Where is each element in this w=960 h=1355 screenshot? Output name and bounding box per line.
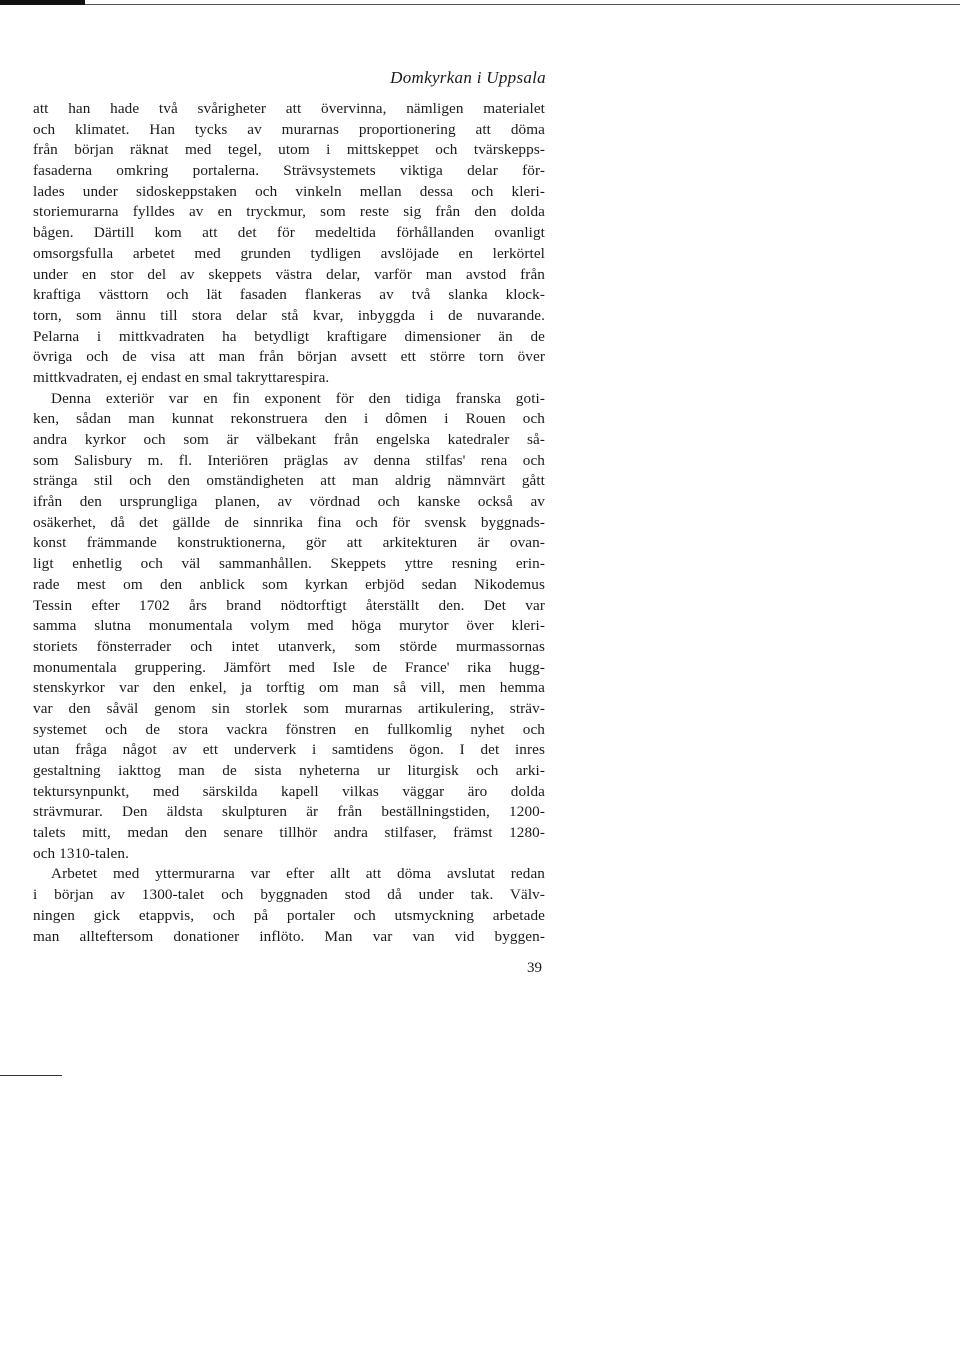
text-line: och klimatet. Han tycks av murarnas proportionering att döma: [33, 120, 545, 138]
text-line: mittkvadraten, ej endast en smal takryttarespira.: [33, 368, 330, 386]
text-line: storiets fönsterrader och intet utanverk, som störde murmassornas: [33, 637, 545, 655]
text-line: talets mitt, medan den senare tillhör andra stilfaser, främst 1280-: [33, 824, 545, 842]
text-line: ningen gick etappvis, och på portaler och utsmyckning arbetade: [33, 906, 545, 924]
text-line: ken, sådan man kunnat rekonstruera den i dômen i Rouen och: [33, 410, 545, 428]
text-line: som Salisbury m. fl. Interiören präglas av denna stilfas' rena och: [33, 451, 545, 469]
text-line: övriga och de visa att man från början avsett ett större torn över: [33, 348, 545, 366]
text-line: systemet och de stora vackra fönstren en fullkomlig nyhet och: [33, 720, 545, 738]
text-line: ifrån den ursprungliga planen, av vördnad och kanske också av: [33, 493, 545, 511]
text-line: stenskyrkor var den enkel, ja torftig om man så vill, men hemma: [33, 679, 545, 697]
text-line: kraftiga västtorn och lät fasaden flankeras av två slanka klock-: [33, 286, 545, 304]
text-line: man allteftersom donationer inflöto. Man var van vid byggen-: [33, 927, 545, 945]
text-line: och 1310-talen.: [33, 844, 129, 862]
text-line: andra kyrkor och som är välbekant från engelska katedraler så-: [33, 431, 545, 448]
text-line: omsorgsfulla arbetet med grunden tydligen avslöjade en lerkörtel: [33, 244, 545, 262]
text-line: samma slutna monumentala volym med höga murytor över kleri-: [33, 617, 545, 635]
text-line: utan fråga något av ett underverk i samtidens ögon. I det inres: [33, 741, 545, 759]
text-line: strävmurar. Den äldsta skulpturen är från beställningstiden, 1200-: [33, 803, 545, 821]
text-line: stränga stil och den omständigheten att man aldrig nämnvärt gått: [33, 472, 545, 490]
page-number: 39: [527, 960, 542, 976]
text-line: storiemurarna fylldes av en tryckmur, som reste sig från den dolda: [33, 203, 545, 221]
text-line: under en stor del av skeppets västra delar, varför man avstod från: [33, 265, 545, 283]
text-line: rade mest om den anblick som kyrkan erbjöd sedan Nikodemus: [33, 575, 545, 593]
text-line: osäkerhet, då det gällde de sinnrika fina och för svensk byggnads-: [33, 513, 545, 531]
text-line: Pelarna i mittkvadraten ha betydligt kraftigare dimensioner än de: [33, 327, 545, 345]
body-text: [33, 99, 545, 947]
text-line: Denna exteriör var en fin exponent för den tidiga franska goti-: [51, 389, 545, 407]
text-line: torn, som ännu till stora delar stå kvar, inbyggda i de nuvarande.: [33, 306, 545, 324]
text-line: från början räknat med tegel, utom i mittskeppet och tvärskepps-: [33, 141, 545, 159]
scan-edge-line: [85, 4, 960, 5]
running-head: Domkyrkan i Uppsala: [390, 68, 546, 87]
text-line: monumentala gruppering. Jämfört med Isle de France' rika hugg-: [33, 658, 545, 676]
text-line: konst främmande konstruktionerna, gör att arkitekturen är ovan-: [33, 534, 545, 552]
text-line: gestaltning iakttog man de sista nyheterna ur liturgisk och arki-: [33, 762, 545, 779]
text-line: tektursynpunkt, med särskilda kapell vilkas väggar äro dolda: [33, 782, 545, 800]
text-line: var den såväl genom sin storlek som murarnas artikulering, sträv-: [33, 699, 545, 717]
text-line: fasaderna omkring portalerna. Strävsystemets viktiga delar för-: [33, 162, 545, 180]
scan-edge-mark: [0, 0, 85, 5]
text-line: Tessin efter 1702 års brand nödtorftigt återställt den. Det var: [33, 596, 545, 614]
text-line: bågen. Därtill kom att det för medeltida förhållanden ovanligt: [33, 224, 545, 242]
scan-edge-line: [0, 1075, 62, 1076]
text-line: Arbetet med yttermurarna var efter allt att döma avslutat redan: [51, 865, 545, 883]
text-line: att han hade två svårigheter att övervinna, nämligen materialet: [33, 100, 545, 117]
text-line: lades under sidoskeppstaken och vinkeln mellan dessa och kleri-: [33, 182, 545, 200]
text-line: ligt enhetlig och väl sammanhållen. Skeppets yttre resning erin-: [33, 555, 545, 573]
text-line: i början av 1300-talet och byggnaden stod då under tak. Välv-: [33, 886, 545, 904]
